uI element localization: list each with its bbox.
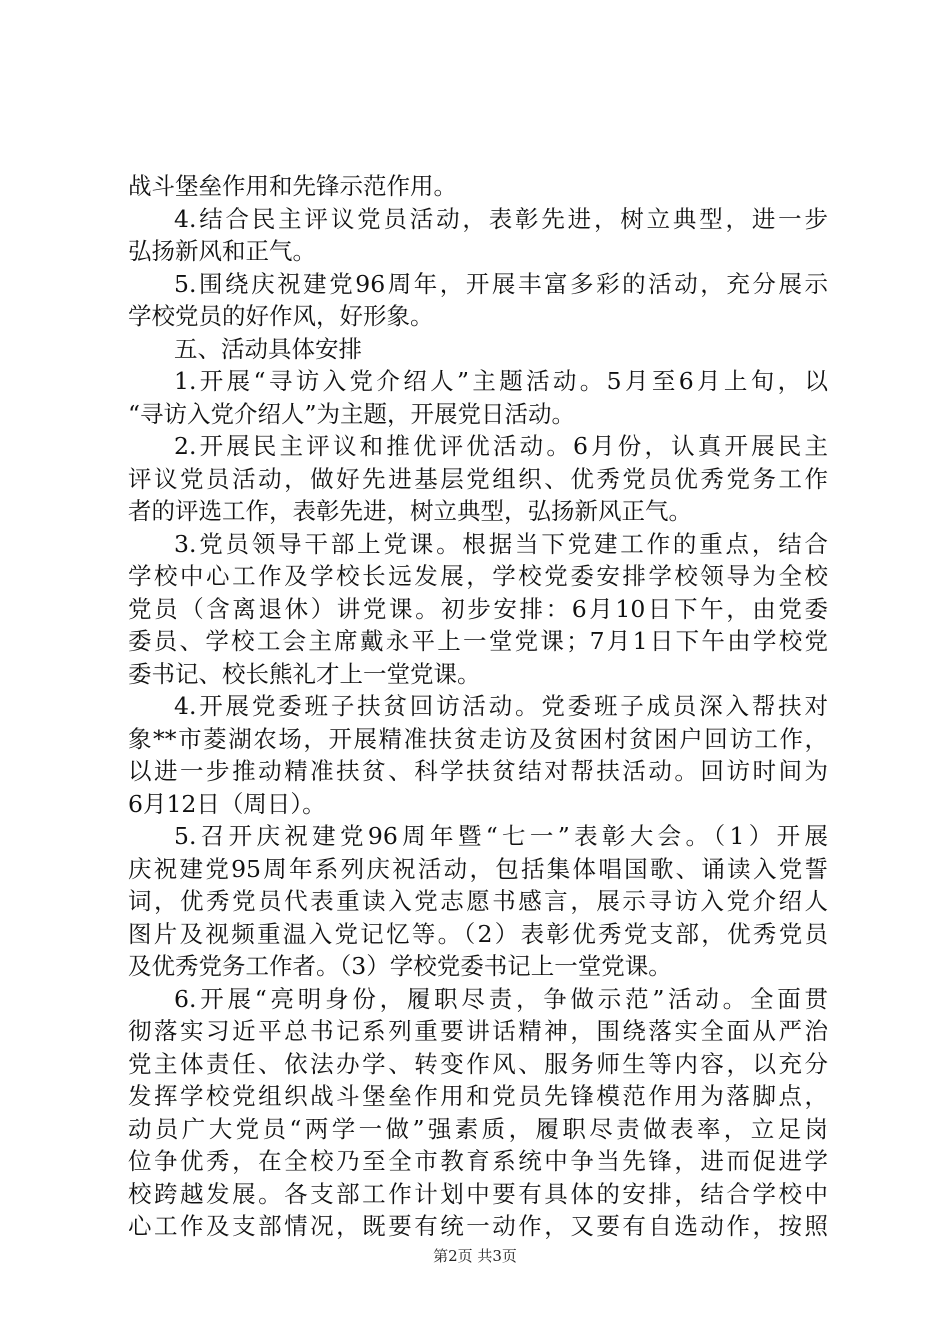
- text-line: 5.围绕庆祝建党96周年，开展丰富多彩的活动，充分展示: [174, 269, 828, 298]
- text-line: 五、活动具体安排: [174, 334, 362, 363]
- text-line: 6月12日（周日）。: [128, 789, 326, 818]
- text-line: 动员广大党员“两学一做”强素质，履职尽责做表率，立足岗: [128, 1114, 828, 1143]
- text-line: 校跨越发展。各支部工作计划中要有具体的安排，结合学校中: [128, 1179, 828, 1208]
- document-body: [128, 170, 828, 1243]
- text-line: 6.开展“亮明身份，履职尽责，争做示范”活动。全面贯: [174, 984, 828, 1013]
- text-line: 战斗堡垒作用和先锋示范作用。: [128, 172, 457, 200]
- text-line: 位争优秀，在全校乃至全市教育系统中争当先锋，进而促进学: [128, 1147, 828, 1175]
- text-line: 发挥学校党组织战斗堡垒作用和党员先锋模范作用为落脚点，: [128, 1082, 828, 1110]
- text-line: 4.开展党委班子扶贫回访活动。党委班子成员深入帮扶对: [174, 692, 828, 720]
- text-line: “寻访入党介绍人”为主题，开展党日活动。: [128, 399, 576, 428]
- text-line: 者的评选工作，表彰先进，树立典型，弘扬新风正气。: [128, 497, 692, 525]
- text-line: 象**市菱湖农场，开展精准扶贫走访及贫困村贫困户回访工作，: [128, 724, 828, 753]
- text-line: 庆祝建党95周年系列庆祝活动，包括集体唱国歌、诵读入党誓: [128, 854, 828, 883]
- text-line: 及优秀党务工作者。（3）学校党委书记上一堂党课。: [128, 952, 672, 980]
- text-line: 3.党员领导干部上党课。根据当下党建工作的重点，结合: [174, 529, 828, 558]
- text-line: 委书记、校长熊礼才上一堂党课。: [128, 659, 481, 688]
- text-line: 以进一步推动精准扶贫、科学扶贫结对帮扶活动。回访时间为: [128, 757, 828, 785]
- text-line: 评议党员活动，做好先进基层党组织、优秀党员优秀党务工作: [128, 464, 828, 493]
- text-line: 党员（含离退休）讲党课。初步安排：6月10日下午，由党委: [128, 594, 828, 623]
- text-line: 彻落实习近平总书记系列重要讲话精神，围绕落实全面从严治: [128, 1017, 828, 1045]
- text-line: 4.结合民主评议党员活动，表彰先进，树立典型，进一步: [174, 204, 828, 233]
- page-number-label: 第2页 共3页: [433, 1247, 517, 1265]
- text-line: 学校党员的好作风，好形象。: [128, 302, 434, 330]
- text-line: 学校中心工作及学校长远发展，学校党委安排学校领导为全校: [128, 562, 828, 590]
- text-line: 弘扬新风和正气。: [128, 237, 316, 265]
- page-footer: [0, 1246, 950, 1266]
- text-line: 党主体责任、依法办学、转变作风、服务师生等内容，以充分: [128, 1049, 828, 1078]
- text-line: 2.开展民主评议和推优评优活动。6月份，认真开展民主: [174, 432, 828, 460]
- text-line: 词，优秀党员代表重读入党志愿书感言，展示寻访入党介绍人: [128, 887, 828, 915]
- text-line: 5.召开庆祝建党96周年暨“七一”表彰大会。（1）开展: [174, 822, 828, 850]
- text-line: 1.开展“寻访入党介绍人”主题活动。5月至6月上旬，以: [174, 367, 828, 395]
- text-line: 委员、学校工会主席戴永平上一堂党课；7月1日下午由学校党: [128, 627, 828, 655]
- text-line: 图片及视频重温入党记忆等。（2）表彰优秀党支部，优秀党员: [128, 919, 828, 948]
- text-line: 心工作及支部情况，既要有统一动作，又要有自选动作，按照: [128, 1212, 828, 1240]
